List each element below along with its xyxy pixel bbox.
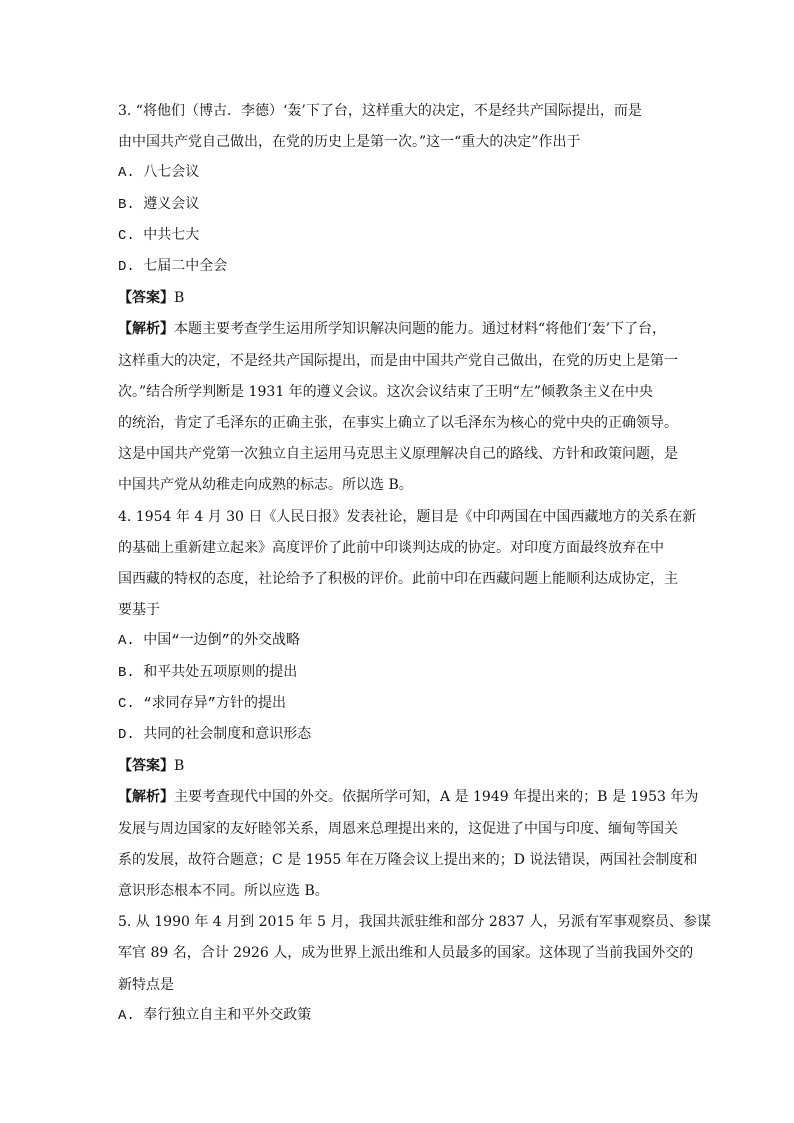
question-stem-line: 4. 1954 年 4 月 30 日《人民日报》发表社论，题目是《中印两国在中国西藏地方的关系在新 [118, 508, 697, 525]
answer-line [118, 751, 680, 782]
analysis-label: 【解析】 [118, 789, 174, 806]
question-3 [118, 96, 680, 502]
analysis-line: 次。”结合所学判断是 1931 年的遵义会议。这次会议结束了王明“左”倾教条主义在中央 [118, 383, 653, 400]
question-stem-line: 国西藏的特权的态度，社论给予了积极的评价。此前中印在西藏问题上能顺利达成协定，主 [118, 571, 678, 588]
option-b: B. 遵义会议 [118, 196, 200, 213]
question-4 [118, 502, 699, 908]
answer-line [118, 283, 680, 314]
question-stem-line: 的基础上重新建立起来》高度评价了此前中印谈判达成的协定。对印度方面最终放弃在中 [118, 539, 664, 556]
analysis-line: 系的发展，故符合题意；C 是 1955 年在万隆会议上提出来的；D 说法错误，两国社会制度和 [118, 851, 698, 868]
question-stem-line: 由中国共产党自己做出，在党的历史上是第一次。”这一“重大的决定”作出于 [118, 134, 581, 151]
analysis-line [118, 782, 699, 813]
analysis-line: 意识形态根本不同。所以应选 B。 [118, 883, 329, 900]
analysis-text: 本题主要考查学生运用所学知识解决问题的能力。通过材料“将他们‘轰’下了台， [174, 321, 667, 338]
answer-label: 【答案】 [118, 758, 174, 775]
analysis-text: 主要考查现代中国的外交。依据所学可知，A 是 1949 年提出来的；B 是 1953 年为 [174, 789, 699, 806]
analysis-line: 发展与周边国家的友好睦邻关系，周恩来总理提出来的，这促进了中国与印度、缅甸等国关 [118, 820, 678, 837]
option-d: D. 共同的社会制度和意识形态 [118, 727, 312, 744]
option-a: A. 奉行独立自主和平外交政策 [118, 1007, 312, 1024]
option-d: D. 七届二中全会 [118, 259, 228, 276]
option-c: C. 中共七大 [118, 227, 200, 244]
option-c: C. “求同存异”方针的提出 [118, 695, 287, 712]
analysis-line [118, 314, 680, 345]
option-a: A. 中国“一边倒”的外交战略 [118, 633, 301, 650]
question-stem-line: 5. 从 1990 年 4 月到 2015 年 5 月，我国共派驻维和部分 2837 人，另派有军事观察员、参谋 [118, 914, 712, 931]
document-page [118, 96, 712, 1032]
question-5 [118, 907, 712, 1032]
question-stem-line: 要基于 [118, 602, 160, 619]
analysis-line: 这样重大的决定，不是经共产国际提出，而是由中国共产党自己做出，在党的历史上是第一 [118, 352, 678, 369]
answer-value: B [174, 290, 185, 307]
answer-value: B [174, 758, 185, 775]
analysis-line: 的统治，肯定了毛泽东的正确主张，在事实上确立了以毛泽东为核心的党中央的正确领导。 [118, 415, 678, 432]
analysis-line: 中国共产党从幼稚走向成熟的标志。所以选 B。 [118, 477, 413, 494]
option-a: A. 八七会议 [118, 165, 200, 182]
analysis-line: 这是中国共产党第一次独立自主运用马克思主义原理解决自己的路线、方针和政策问题，是 [118, 446, 678, 463]
question-stem-line: 3. “将他们（博古．李德）‘轰’下了台，这样重大的决定，不是经共产国际提出，而是 [118, 103, 642, 119]
answer-label: 【答案】 [118, 290, 174, 307]
analysis-label: 【解析】 [118, 321, 174, 338]
option-b: B. 和平共处五项原则的提出 [118, 664, 298, 681]
question-stem-line: 新特点是 [118, 976, 174, 993]
question-stem-line: 军官 89 名，合计 2926 人，成为世界上派出维和人员最多的国家。这体现了当前我国外交的 [118, 945, 694, 962]
